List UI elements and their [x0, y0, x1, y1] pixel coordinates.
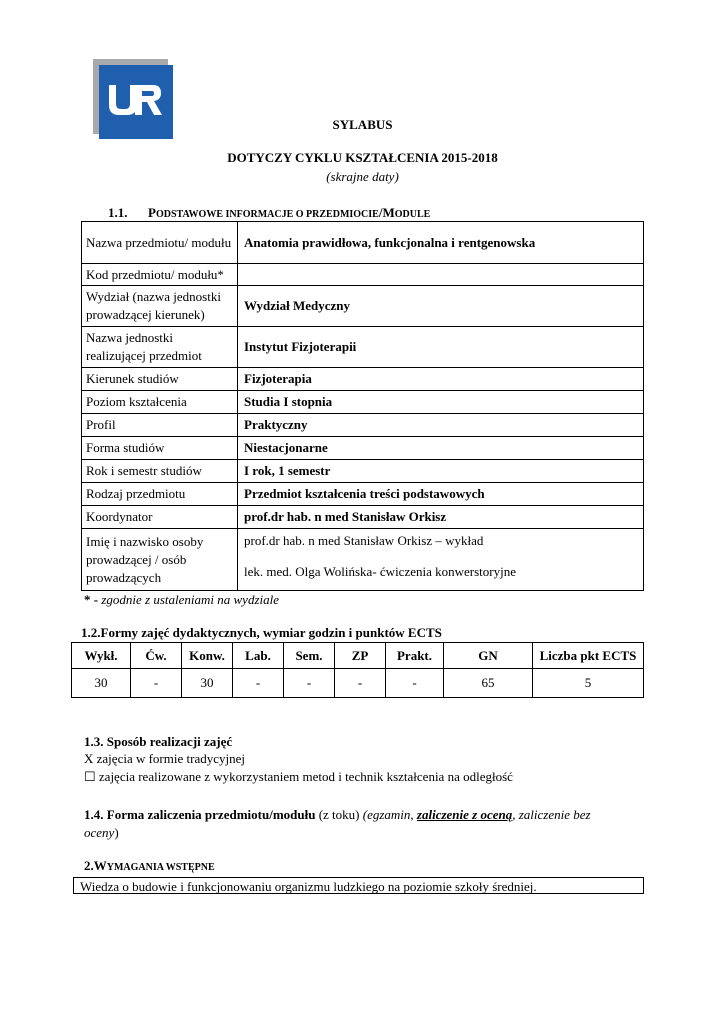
table-cell: -	[131, 669, 182, 698]
row-value: I rok, 1 semestr	[238, 460, 644, 483]
table-cell: -	[284, 669, 335, 698]
table-row	[82, 506, 644, 529]
option-remote	[84, 769, 513, 785]
option-traditional	[84, 751, 245, 767]
column-header: Wykł.	[72, 643, 131, 669]
table-row	[72, 669, 644, 698]
footnote-text: zgodnie z ustaleniami na wydziale	[98, 592, 280, 607]
row-value: Praktyczny	[238, 414, 644, 437]
row-value: Przedmiot kształcenia treści podstawowych	[238, 483, 644, 506]
cycle-subtitle: DOTYCZY CYKLU KSZTAŁCENIA 2015-2018	[227, 150, 498, 165]
lecturer-line: lek. med. Olga Wolińska- ćwiczenia konwerstoryjne	[244, 564, 516, 579]
section-1-1-heading	[108, 205, 430, 221]
table-row	[82, 286, 644, 327]
row-label: Imię i nazwisko osoby prowadzącej / osób prowadzących	[82, 529, 238, 591]
column-header: Lab.	[233, 643, 284, 669]
row-label: Nazwa przedmiotu/ modułu	[82, 222, 238, 264]
row-value	[238, 264, 644, 286]
table-row	[82, 483, 644, 506]
row-label: Rok i semestr studiów	[82, 460, 238, 483]
section-1-2-heading: 1.2.Formy zajęć dydaktycznych, wymiar godzin i punktów ECTS	[81, 625, 442, 640]
row-value: Wydział Medyczny	[238, 286, 644, 327]
column-header: Sem.	[284, 643, 335, 669]
table-cell: -	[335, 669, 386, 698]
row-label: Poziom kształcenia	[82, 391, 238, 414]
column-header: Liczba pkt ECTS	[533, 643, 644, 669]
hours-table	[71, 642, 644, 698]
heading-slash: /M	[378, 205, 395, 220]
table-cell: 30	[72, 669, 131, 698]
table-cell: -	[233, 669, 284, 698]
row-label: Kod przedmiotu/ modułu*	[82, 264, 238, 286]
logo-mark-icon	[107, 83, 163, 117]
heading-rest: YMAGANIA WSTĘPNE	[106, 862, 215, 873]
row-value: Anatomia prawidłowa, funkcjonalna i rentgenowska	[238, 222, 644, 264]
heading-initial: 2.W	[84, 858, 107, 873]
table-row	[82, 529, 644, 591]
table-row	[82, 222, 644, 264]
footnote-star: * -	[84, 592, 99, 607]
column-header: GN	[444, 643, 533, 669]
column-header: Prakt.	[386, 643, 444, 669]
row-value	[238, 529, 644, 591]
assessment-mode: (z toku)	[315, 807, 363, 822]
table-cell: -	[386, 669, 444, 698]
section-1-3-heading: 1.3. Sposób realizacji zajęć	[84, 734, 233, 749]
table-header-row	[72, 643, 644, 669]
table-row	[82, 327, 644, 368]
checked-mark-icon: X	[84, 751, 94, 766]
table-row	[82, 414, 644, 437]
dates-note: (skrajne daty)	[326, 169, 399, 184]
closing-paren: )	[114, 825, 119, 840]
row-label: Kierunek studiów	[82, 368, 238, 391]
requirements-box: Wiedza o budowie i funkcjonowaniu organizmu ludzkiego na poziomie szkoły średniej.	[73, 877, 644, 894]
row-value: Studia I stopnia	[238, 391, 644, 414]
heading-initial: P	[148, 205, 156, 220]
row-label: Nazwa jednostki realizującej przedmiot	[82, 327, 238, 368]
heading-end: ODULE	[394, 209, 431, 220]
option-label: zajęcia realizowane z wykorzystaniem metod i technik kształcenia na odległość	[95, 769, 513, 784]
section-1-4	[84, 806, 624, 842]
assessment-option-selected: zaliczenie z oceną	[416, 807, 513, 822]
table-row	[82, 460, 644, 483]
column-header: ZP	[335, 643, 386, 669]
page-title: SYLABUS	[332, 117, 393, 132]
heading-rest: ODSTAWOWE INFORMACJE O PRZEDMIOCIE	[155, 209, 379, 220]
row-value: Instytut Fizjoterapii	[238, 327, 644, 368]
row-value: Fizjoterapia	[238, 368, 644, 391]
row-value: prof.dr hab. n med Stanisław Orkisz	[238, 506, 644, 529]
column-header: Ćw.	[131, 643, 182, 669]
assessment-option: (egzamin,	[362, 807, 417, 822]
column-header: Konw.	[182, 643, 233, 669]
table-row	[82, 437, 644, 460]
row-label: Profil	[82, 414, 238, 437]
row-label: Wydział (nazwa jednostki prowadzącej kierunek)	[82, 286, 238, 327]
checkbox-icon: ☐	[84, 769, 96, 784]
table-row	[82, 368, 644, 391]
lecturer-line: prof.dr hab. n med Stanisław Orkisz – wykład	[244, 533, 484, 548]
section-1-4-heading: 1.4. Forma zaliczenia przedmiotu/modułu	[84, 807, 316, 822]
row-label: Koordynator	[82, 506, 238, 529]
row-label: Forma studiów	[82, 437, 238, 460]
table-cell: 5	[533, 669, 644, 698]
table-cell: 65	[444, 669, 533, 698]
table-row	[82, 391, 644, 414]
option-label: zajęcia w formie tradycyjnej	[93, 751, 245, 766]
row-label: Rodzaj przedmiotu	[82, 483, 238, 506]
basic-info-table	[81, 221, 644, 591]
table-row	[82, 264, 644, 286]
section-2-heading	[84, 858, 215, 874]
table-cell: 30	[182, 669, 233, 698]
section-number: 1.1.	[108, 205, 128, 220]
footnote	[84, 592, 279, 608]
assessment-option: , zaliczenie bez oceny	[84, 807, 591, 840]
row-value: Niestacjonarne	[238, 437, 644, 460]
